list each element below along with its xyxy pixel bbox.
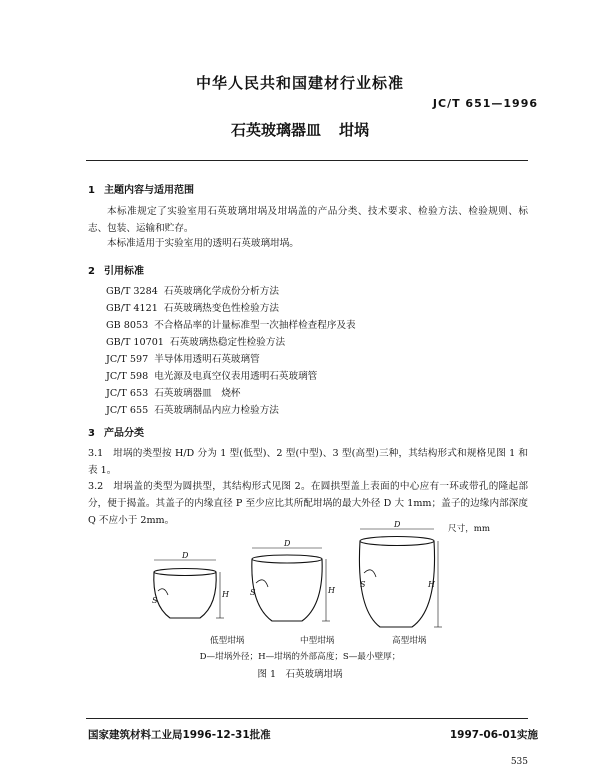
approval-date: 国家建筑材料工业局1996-12-31批准 [88, 729, 271, 741]
section-1-paragraph-2: 本标准适用于实验室用的透明石英玻璃坩埚。 [107, 238, 299, 249]
dim-label-s: S [250, 588, 256, 597]
section-1-paragraph-1: 本标准规定了实验室用石英玻璃坩埚及坩埚盖的产品分类、技术要求、检验方法、检验规则、标志、包装、运输和贮存。 [88, 206, 528, 234]
high-crucible-outline [359, 541, 434, 627]
dim-label-s: S [360, 580, 366, 589]
section-title: 引用标准 [104, 266, 144, 277]
figure-type-medium: 中型坩埚 [300, 636, 335, 646]
figure-type-high: 高型坩埚 [392, 636, 427, 646]
clause-3-2: 3.2 坩埚盖的类型为圆拱型，其结构形式见图 2。在圆拱型盖上表面的中心应有一环或带孔的隆起部分，便于揭盖。其盖子的内缘直径 P 至少应比其所配坩埚的最大外径 D 大 1mm；盖子的边缘内部深度 Q 不应小于 2mm。 [88, 481, 528, 526]
footer-rule [86, 718, 528, 719]
header-rule [86, 160, 528, 161]
title-part-b: 坩埚 [339, 121, 370, 139]
low-crucible-outline [154, 572, 216, 618]
dim-label-d: D [182, 551, 189, 560]
figure-type-low: 低型坩埚 [210, 636, 245, 646]
section-2-heading [88, 262, 144, 277]
reference-item: JC/T 653 石英玻璃器皿 烧杯 [106, 388, 241, 399]
figure-legend: D—坩埚外径；H—坩埚的外部高度；S—最小壁厚； [199, 652, 401, 662]
dim-label-d: D [394, 520, 401, 529]
section-number: 3 [88, 428, 95, 439]
title-part-a: 石英玻璃器皿 [230, 121, 321, 139]
dim-label-d: D [284, 539, 291, 548]
reference-item: JC/T 655 石英玻璃制品内应力检验方法 [106, 405, 279, 416]
dim-label-h: H [222, 590, 229, 599]
reference-item: GB/T 10701 石英玻璃热稳定性检验方法 [106, 337, 286, 348]
reference-item: GB/T 4121 石英玻璃热变色性检验方法 [106, 303, 279, 314]
section-title: 产品分类 [104, 428, 144, 439]
dim-label-h: H [428, 580, 435, 589]
figure-caption: 图 1 石英玻璃坩埚 [257, 669, 343, 680]
reference-item: JC/T 598 电光源及电真空仪表用透明石英玻璃管 [106, 371, 318, 382]
dim-label-h: H [328, 586, 335, 595]
reference-item: JC/T 597 半导体用透明石英玻璃管 [106, 354, 260, 365]
section-title: 主题内容与适用范围 [104, 185, 194, 196]
document-title [0, 119, 600, 140]
reference-item: GB/T 3284 石英玻璃化学成份分析方法 [106, 286, 279, 297]
section-number: 1 [88, 185, 95, 196]
clause-3-1: 3.1 坩埚的类型按 H/D 分为 1 型(低型)、2 型(中型)、3 型(高型)三种，其结构形式和规格见图 1 和表 1。 [88, 448, 528, 476]
issuing-body: 中华人民共和国建材行业标准 [195, 74, 404, 92]
page-number: 535 [510, 757, 528, 767]
section-3-heading [88, 424, 144, 439]
reference-item: GB 8053 不合格品率的计量标准型一次抽样检查程序及表 [106, 320, 356, 331]
standard-number: JC/T 651—1996 [432, 97, 538, 110]
crucible-figure [140, 515, 470, 635]
section-1-heading [88, 181, 194, 196]
section-number: 2 [88, 266, 95, 277]
figure-unit: 尺寸，mm [448, 524, 491, 534]
medium-crucible-outline [252, 559, 322, 621]
effective-date: 1997-06-01实施 [449, 729, 538, 741]
dim-label-s: S [152, 596, 158, 605]
